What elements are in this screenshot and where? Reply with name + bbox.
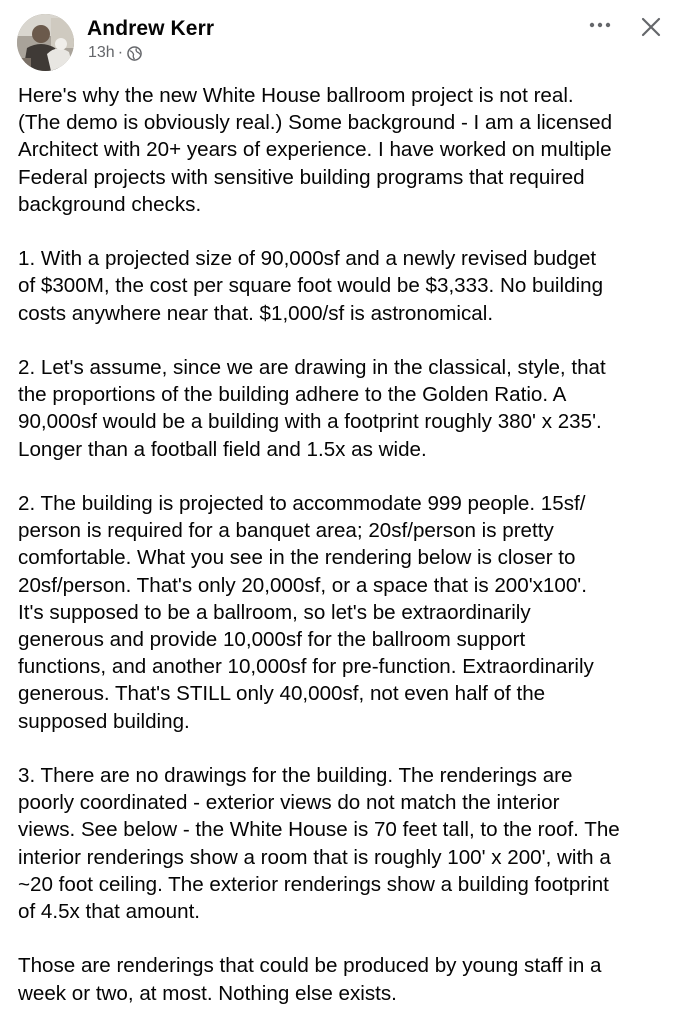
paragraph <box>18 245 670 327</box>
text-line: 90,000sf would be a building with a footprint roughly 380' x 235'. <box>18 410 602 434</box>
text-line: 2. Let's assume, since we are drawing in the classical, style, that <box>18 356 606 379</box>
text-line: interior renderings show a room that is roughly 100' x 200', with a <box>18 845 611 869</box>
text-line: Longer than a football field and 1.5x as wide. <box>18 437 427 461</box>
text-line: Federal projects with sensitive building programs that required <box>18 165 585 189</box>
text-line: functions, and another 10,000sf for pre-function. Extraordinarily <box>18 655 594 679</box>
text-line: ~20 foot ceiling. The exterior renderings show a building footprint <box>18 872 609 896</box>
close-button[interactable] <box>637 13 665 41</box>
more-options-button[interactable] <box>583 12 617 38</box>
globe-icon <box>127 46 142 61</box>
text-line: person is required for a banquet area; 20sf/person is pretty <box>18 519 554 543</box>
paragraph <box>18 490 670 735</box>
paragraph <box>18 82 670 218</box>
text-line: of $300M, the cost per square foot would be $3,333. No building <box>18 274 604 298</box>
text-line: generous and provide 10,000sf for the ballroom support <box>18 628 526 652</box>
text-line: the proportions of the building adhere to the Golden Ratio. A <box>18 383 567 407</box>
more-options-icon <box>588 21 612 29</box>
text-line: (The demo is obviously real.) Some background - I am a licensed <box>18 111 613 135</box>
text-line: poorly coordinated - exterior views do not match the interior <box>18 791 560 815</box>
text-line: Here's why the new White House ballroom project is not real. <box>18 84 574 107</box>
text-line: costs anywhere near that. $1,000/sf is astronomical. <box>18 301 494 325</box>
author-name[interactable]: Andrew Kerr <box>87 17 215 40</box>
text-line: comfortable. What you see in the rendering below is closer to <box>18 546 576 570</box>
close-icon <box>641 17 661 37</box>
paragraph <box>18 354 670 463</box>
post-timestamp[interactable]: 13h <box>88 44 115 61</box>
text-line: It's supposed to be a ballroom, so let's be extraordinarily <box>18 600 531 624</box>
avatar-photo <box>17 14 74 71</box>
paragraph <box>18 762 670 925</box>
avatar[interactable] <box>17 14 74 71</box>
paragraph <box>18 952 670 1006</box>
post-header <box>0 0 676 80</box>
text-line: background checks. <box>18 192 202 216</box>
meta-separator: · <box>117 44 124 61</box>
text-line: 20sf/person. That's only 20,000sf, or a space that is 200'x100'. <box>18 573 587 597</box>
text-line: of 4.5x that amount. <box>18 900 201 924</box>
text-line: Architect with 20+ years of experience. I have worked on multiple <box>18 138 612 162</box>
text-line: week or two, at most. Nothing else exists. <box>18 981 397 1005</box>
post-text <box>18 82 670 1034</box>
text-line: generous. That's STILL only 40,000sf, not even half of the <box>18 682 546 706</box>
text-line: 3. There are no drawings for the building. The renderings are <box>18 764 573 788</box>
post-meta <box>88 43 142 63</box>
text-line: supposed building. <box>18 709 190 733</box>
text-line: Those are renderings that could be produced by young staff in a <box>18 954 602 978</box>
text-line: 1. With a projected size of 90,000sf and a newly revised budget <box>18 247 597 271</box>
text-line: views. See below - the White House is 70 feet tall, to the roof. The <box>18 818 620 842</box>
text-line: 2. The building is projected to accommodate 999 people. 15sf/ <box>18 492 586 515</box>
